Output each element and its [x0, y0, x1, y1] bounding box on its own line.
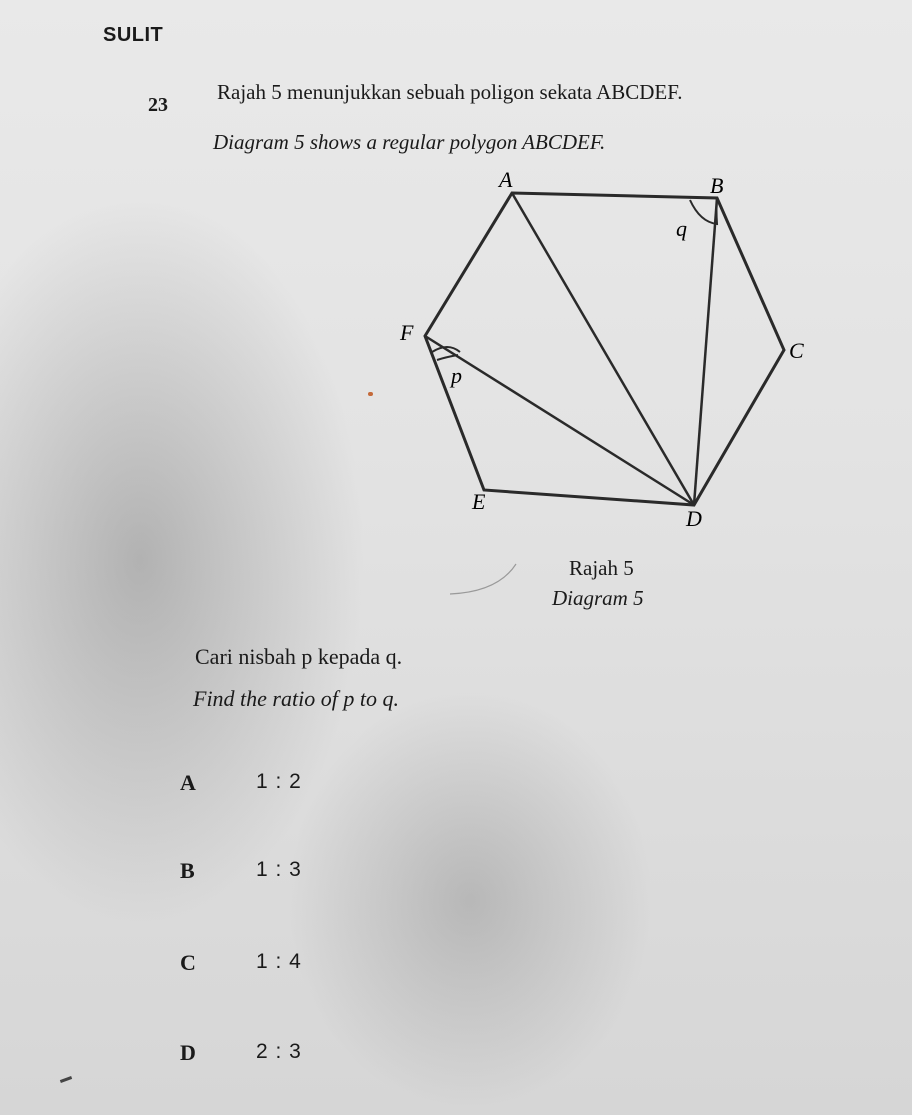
- faint-pencil-arc: [448, 560, 538, 600]
- vertex-label-A: A: [499, 167, 513, 192]
- question-text-english: Diagram 5 shows a regular polygon ABCDEF.: [213, 130, 606, 154]
- answer-option-b[interactable]: [0, 858, 600, 892]
- diagram-caption-english: Diagram 5: [552, 586, 644, 610]
- answer-option-c[interactable]: [0, 950, 600, 984]
- angle-arc-q: [690, 198, 717, 224]
- hexagon-diagram: [380, 160, 840, 540]
- diagram-caption-malay: Rajah 5: [569, 556, 634, 580]
- option-letter: B: [180, 858, 195, 883]
- vertex-label-B: B: [710, 173, 724, 198]
- prompt-text-malay: Cari nisbah p kepada q.: [195, 644, 403, 669]
- diagonal-AD: [512, 193, 694, 505]
- answer-option-d[interactable]: [0, 1040, 600, 1074]
- pen-mark: [60, 1076, 72, 1083]
- header-sulit-label: SULIT: [103, 24, 164, 46]
- question-number: 23: [148, 94, 168, 116]
- option-value: 1 : 2: [256, 770, 302, 793]
- option-value: 1 : 3: [256, 858, 302, 881]
- diagonal-FD: [425, 336, 694, 505]
- angle-label-p: p: [451, 363, 462, 388]
- question-text-malay: Rajah 5 menunjukkan sebuah poligon sekata ABCDEF.: [217, 80, 683, 104]
- option-letter: D: [180, 1040, 196, 1065]
- prompt-text-english: Find the ratio of p to q.: [193, 686, 399, 711]
- vertex-label-C: C: [789, 338, 804, 363]
- pen-mark: [368, 392, 373, 396]
- vertex-label-E: E: [472, 489, 486, 514]
- vertex-label-D: D: [686, 506, 702, 531]
- option-value: 1 : 4: [256, 950, 302, 973]
- hexagon-outline: [425, 193, 784, 505]
- option-letter: C: [180, 950, 196, 975]
- angle-label-q: q: [676, 216, 687, 241]
- vertex-label-F: F: [400, 320, 414, 345]
- option-letter: A: [180, 770, 196, 795]
- angle-arc-p: [437, 355, 458, 360]
- answer-option-a[interactable]: [0, 770, 600, 804]
- diagonal-BD: [694, 198, 717, 505]
- option-value: 2 : 3: [256, 1040, 302, 1063]
